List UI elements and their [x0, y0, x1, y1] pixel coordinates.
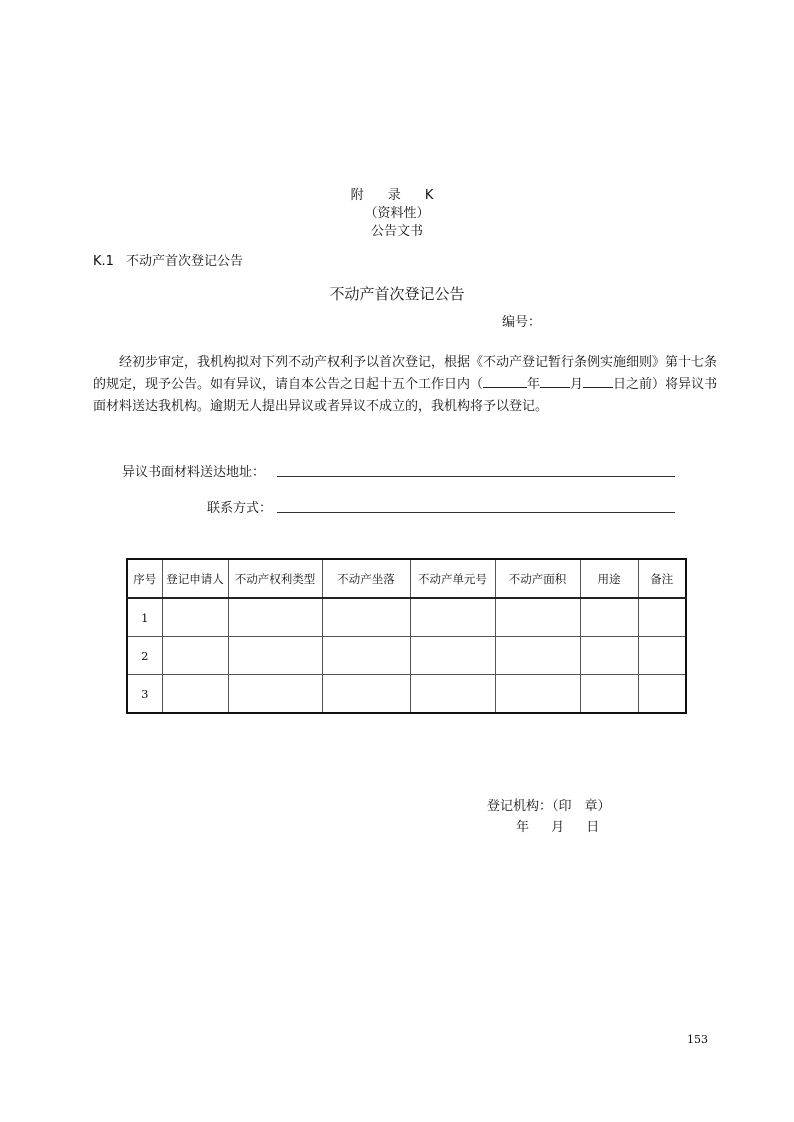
cell-right-type[interactable] — [228, 675, 322, 714]
cell-seq: 1 — [127, 598, 162, 637]
cell-usage[interactable] — [580, 598, 638, 637]
cell-right-type[interactable] — [228, 637, 322, 675]
cell-seq: 3 — [127, 675, 162, 714]
cell-unit-number[interactable] — [410, 598, 495, 637]
table-row — [127, 598, 686, 637]
notice-title: 不动产首次登记公告 — [329, 285, 465, 303]
agency-seal-label: 登记机构：（印 章） — [487, 799, 611, 814]
cell-location[interactable] — [322, 675, 410, 714]
cell-location[interactable] — [322, 598, 410, 637]
header-area: 不动产面积 — [495, 559, 580, 598]
year-label: 年 — [527, 377, 541, 392]
appendix-name: 公告文书 — [370, 224, 423, 239]
day-label: 日之前） — [613, 377, 666, 392]
table-row — [127, 637, 686, 675]
cell-remarks[interactable] — [638, 637, 686, 675]
section-heading — [93, 250, 243, 269]
header-location: 不动产坐落 — [322, 559, 410, 598]
header-usage: 用途 — [580, 559, 638, 598]
cell-seq: 2 — [127, 637, 162, 675]
notice-body-part2: 将异议书面材料送达我机构。逾期无人提出异议或者异议不成立的，我机构将予以登记。 — [93, 377, 718, 414]
table-row — [127, 675, 686, 714]
header-right-type: 不动产权利类型 — [228, 559, 322, 598]
cell-area[interactable] — [495, 637, 580, 675]
contact-label: 联系方式： — [207, 501, 273, 516]
appendix-title: 附 录 K — [350, 188, 444, 203]
notice-body — [93, 352, 718, 418]
cell-area[interactable] — [495, 675, 580, 714]
cell-usage[interactable] — [580, 637, 638, 675]
year-blank[interactable] — [483, 374, 527, 388]
signature-date: 年 月 日 — [516, 820, 600, 835]
cell-right-type[interactable] — [228, 598, 322, 637]
registration-table — [126, 558, 687, 714]
month-blank[interactable] — [540, 374, 570, 388]
cell-remarks[interactable] — [638, 598, 686, 637]
table-header-row — [127, 559, 686, 598]
day-blank[interactable] — [583, 374, 613, 388]
cell-applicant[interactable] — [162, 637, 228, 675]
contact-field[interactable] — [277, 512, 675, 513]
month-label: 月 — [570, 377, 584, 392]
cell-remarks[interactable] — [638, 675, 686, 714]
header-applicant: 登记申请人 — [162, 559, 228, 598]
section-number: K.1 — [93, 254, 114, 269]
address-field[interactable] — [277, 476, 675, 477]
cell-location[interactable] — [322, 637, 410, 675]
header-seq: 序号 — [127, 559, 162, 598]
cell-area[interactable] — [495, 598, 580, 637]
page-number: 153 — [687, 1033, 708, 1046]
header-remarks: 备注 — [638, 559, 686, 598]
cell-unit-number[interactable] — [410, 637, 495, 675]
header-unit-number: 不动产单元号 — [410, 559, 495, 598]
cell-applicant[interactable] — [162, 598, 228, 637]
section-title: 不动产首次登记公告 — [125, 254, 243, 269]
cell-unit-number[interactable] — [410, 675, 495, 714]
cell-applicant[interactable] — [162, 675, 228, 714]
cell-usage[interactable] — [580, 675, 638, 714]
notice-body-part1: 经初步审定，我机构拟对下列不动产权利予以首次登记，根据《不动产登记暂行条例实施细则》第十七条的规定，现予公告。如有异议，请自本公告之日起十五个工作日内（ — [93, 355, 718, 392]
serial-number-label: 编号： — [502, 315, 542, 330]
address-label: 异议书面材料送达地址： — [122, 465, 266, 480]
appendix-subtitle: （资料性） — [364, 206, 430, 221]
